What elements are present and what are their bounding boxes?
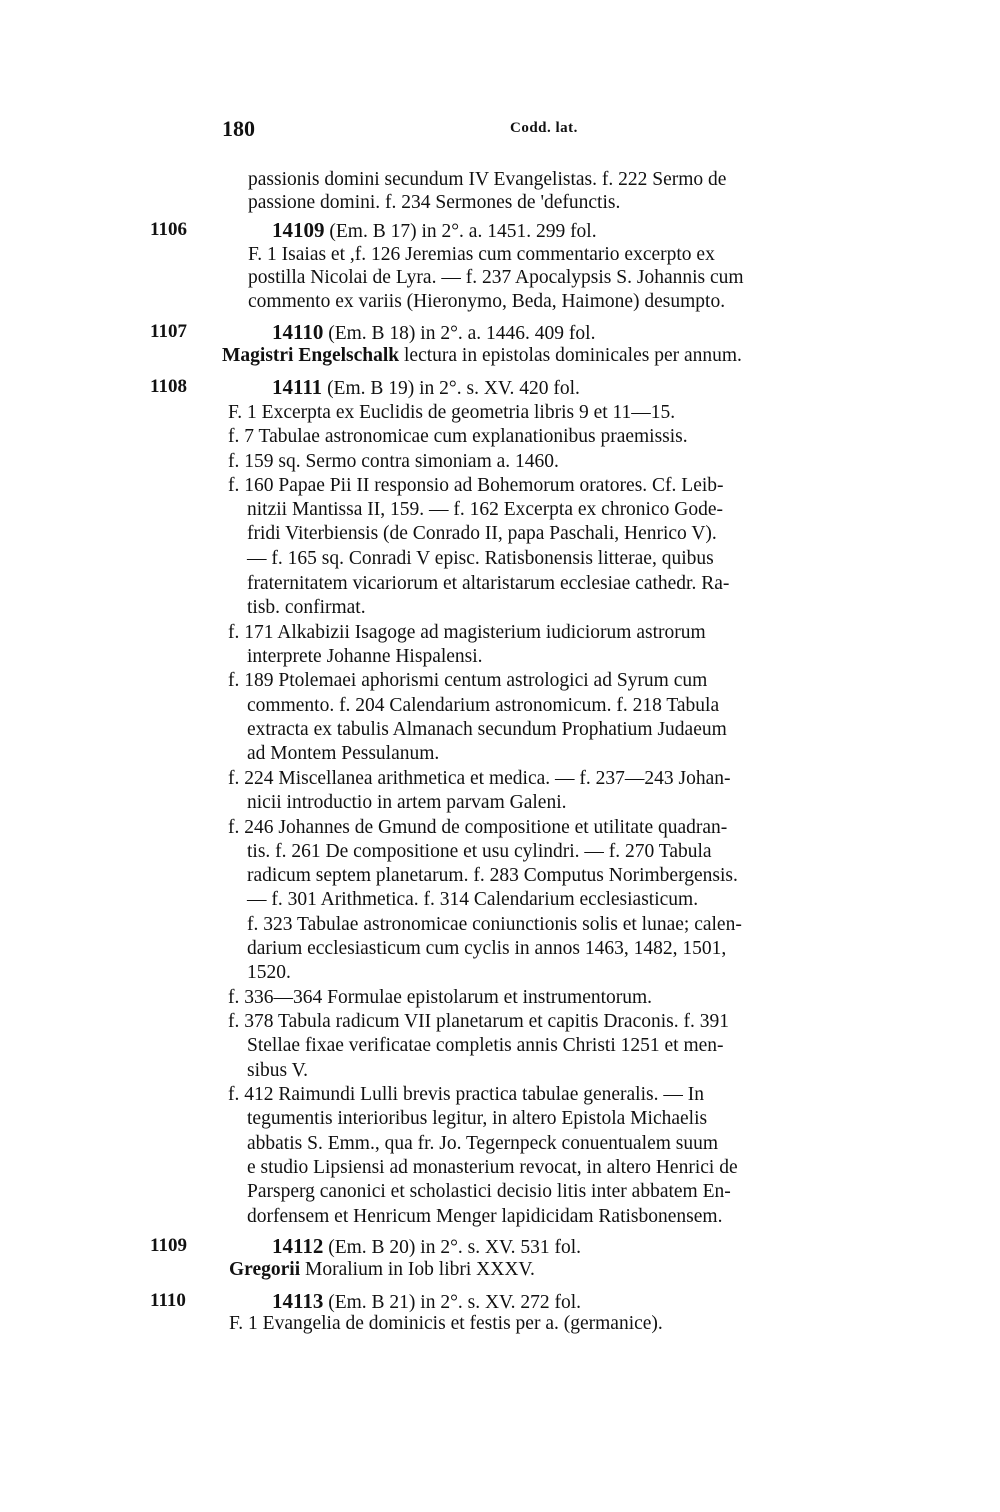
shelf-details: (Em. B 17) in 2°. a. 1451. 299 fol.	[329, 221, 597, 242]
shelfmark: 14113	[272, 1289, 324, 1313]
entry-heading	[0, 320, 1000, 344]
text-line: f. 224 Miscellanea arithmetica et medica. — f. 237—243 Johan-	[228, 768, 731, 789]
text-line: tisb. confirmat.	[247, 597, 366, 618]
text-line: nitzii Mantissa II, 159. — f. 162 Excerpta ex chronico Gode-	[247, 499, 723, 520]
text-line: tegumentis interioribus legitur, in altero Epistola Michaelis	[247, 1108, 708, 1129]
text-line: F. 1 Evangelia de dominicis et festis per a. (germanice).	[229, 1313, 663, 1334]
text-line: Stellae fixae verificatae completis annis Christi 1251 et men-	[247, 1035, 724, 1056]
text-line: f. 323 Tabulae astronomicae coniunctionis solis et lunae; calen-	[247, 914, 742, 935]
text-line: F. 1 Excerpta ex Euclidis de geometria libris 9 et 11—15.	[228, 402, 676, 423]
text-line: f. 171 Alkabizii Isagoge ad magisterium iudiciorum astrorum	[228, 622, 706, 643]
text-line: passionis domini secundum IV Evangelistas. f. 222 Sermo de	[248, 169, 727, 190]
text-line: interprete Johanne Hispalensi.	[247, 646, 483, 667]
text-line: f. 159 sq. Sermo contra simoniam a. 1460.	[228, 451, 559, 472]
text-line: postilla Nicolai de Lyra. — f. 237 Apocalypsis S. Johannis cum	[248, 267, 744, 288]
author-name: Magistri Engelschalk	[222, 345, 400, 366]
text-line: radicum septem planetarum. f. 283 Computus Norimbergensis.	[247, 865, 738, 886]
shelf-details: (Em. B 19) in 2°. s. XV. 420 fol.	[327, 378, 580, 399]
entry-number: 1110	[150, 1290, 186, 1311]
text-line: darium ecclesiasticum cum cyclis in annos 1463, 1482, 1501,	[247, 938, 727, 959]
text-line: f. 336—364 Formulae epistolarum et instrumentorum.	[228, 987, 653, 1008]
text-line: f. 412 Raimundi Lulli brevis practica tabulae generalis. — In	[228, 1084, 704, 1105]
shelf-details: (Em. B 20) in 2°. s. XV. 531 fol.	[328, 1237, 582, 1258]
text-line: nicii introductio in artem parvam Galeni.	[247, 792, 567, 813]
text-line: 1520.	[247, 962, 291, 983]
page-number: 180	[222, 116, 255, 141]
entry-heading	[0, 218, 1000, 242]
text-line: — f. 301 Arithmetica. f. 314 Calendarium ecclesiasticum.	[247, 889, 699, 910]
text-line: commento ex variis (Hieronymo, Beda, Haimone) desumpto.	[248, 291, 726, 312]
text-line: dorfensem et Henricum Menger lapidicidam Ratisbonensem.	[247, 1206, 723, 1227]
shelfmark: 14109	[272, 218, 325, 242]
text-line: sibus V.	[247, 1060, 309, 1081]
entry-heading	[0, 375, 1000, 399]
entry-number: 1107	[150, 321, 187, 342]
running-title: Codd. lat.	[510, 120, 578, 136]
shelfmark: 14110	[272, 320, 324, 344]
text-line: e studio Lipsiensi ad monasterium revocat, in altero Henrici de	[247, 1157, 738, 1178]
text-line: tis. f. 261 De compositione et usu cylindri. — f. 270 Tabula	[247, 841, 712, 862]
entry-heading	[0, 1289, 1000, 1313]
text-line: Magistri Engelschalk lectura in epistolas dominicales per annum.	[222, 345, 742, 366]
entry-number: 1109	[150, 1235, 187, 1256]
author-name: Gregorii	[229, 1259, 301, 1280]
text-line: passione domini. f. 234 Sermones de 'defunctis.	[248, 192, 621, 213]
text-line: fridi Viterbiensis (de Conrado II, papa Paschali, Henrico V).	[247, 523, 717, 544]
text-line: commento. f. 204 Calendarium astronomicum. f. 218 Tabula	[247, 695, 720, 716]
shelfmark: 14112	[272, 1234, 324, 1258]
shelf-details: (Em. B 18) in 2°. a. 1446. 409 fol.	[328, 323, 596, 344]
text-line: f. 378 Tabula radicum VII planetarum et capitis Draconis. f. 391	[228, 1011, 729, 1032]
text-line: f. 7 Tabulae astronomicae cum explanationibus praemissis.	[228, 426, 688, 447]
text-line: — f. 165 sq. Conradi V episc. Ratisbonensis litterae, quibus	[247, 548, 714, 569]
text-line: extracta ex tabulis Almanach secundum Prophatium Judaeum	[247, 719, 727, 740]
entry-heading	[0, 1234, 1000, 1258]
text-line: Gregorii Moralium in Iob libri XXXV.	[229, 1259, 535, 1280]
text-line: f. 160 Papae Pii II responsio ad Bohemorum oratores. Cf. Leib-	[228, 475, 724, 496]
text-line: F. 1 Isaias et ,f. 126 Jeremias cum commentario excerpto ex	[248, 244, 715, 265]
text-line: ad Montem Pessulanum.	[247, 743, 440, 764]
text-line: Parsperg canonici et scholastici decisio litis inter abbatem En-	[247, 1181, 731, 1202]
text-line: f. 246 Johannes de Gmund de compositione et utilitate quadran-	[228, 817, 728, 838]
text-line: f. 189 Ptolemaei aphorismi centum astrologici ad Syrum cum	[228, 670, 708, 691]
entry-number: 1106	[150, 219, 187, 240]
shelf-details: (Em. B 21) in 2°. s. XV. 272 fol.	[328, 1292, 582, 1313]
page-header	[222, 116, 882, 146]
entry-number: 1108	[150, 376, 187, 397]
text-line: abbatis S. Emm., qua fr. Jo. Tegernpeck conuentualem suum	[247, 1133, 719, 1154]
text-line: fraternitatem vicariorum et altaristarum ecclesiae cathedr. Ra-	[247, 573, 730, 594]
shelfmark: 14111	[272, 375, 323, 399]
